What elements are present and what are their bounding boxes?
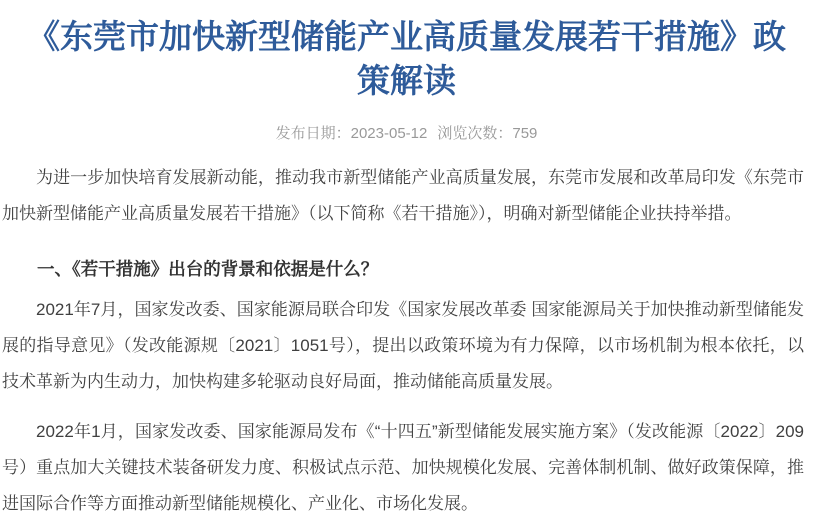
views-counter: [437, 125, 537, 142]
publish-date-label: 发布日期：: [275, 125, 351, 142]
views-label: 浏览次数：: [437, 125, 513, 142]
article-meta: [0, 124, 813, 144]
paragraph-2021-policy: 2021年7月，国家发改委、国家能源局联合印发《国家发展改革委 国家能源局关于加快推动新型储能发展的指导意见》（发改能源规〔2021〕1051号），提出以政策环境为有力保障，以市场机制为根本依托，以技术革新为内生动力，加快构建多轮驱动良好局面，推动储能高质量发展。: [2, 300, 804, 391]
publish-date: [276, 125, 428, 142]
page-title: 《东莞市加快新型储能产业高质量发展若干措施》政策解读: [27, 18, 786, 99]
article-body: [0, 160, 813, 522]
intro-paragraph: 为进一步加快培育发展新动能，推动我市新型储能产业高质量发展，东莞市发展和改革局印发《东莞市加快新型储能产业高质量发展若干措施》（以下简称《若干措施》），明确对新型储能企业扶持举措。: [2, 168, 804, 223]
publish-date-value: 2023-05-12: [350, 125, 428, 142]
views-value: 759: [512, 125, 538, 142]
paragraph-2022-policy: 2022年1月，国家发改委、国家能源局发布《“十四五”新型储能发展实施方案》（发改能源〔2022〕209号）重点加大关键技术装备研发力度、积极试点示范、加快规模化发展、完善体制机制、做好政策保障，推进国际合作等方面推动新型储能规模化、产业化、市场化发展。: [2, 422, 804, 513]
section-heading-1: 一、《若干措施》出台的背景和依据是什么？: [37, 259, 379, 279]
